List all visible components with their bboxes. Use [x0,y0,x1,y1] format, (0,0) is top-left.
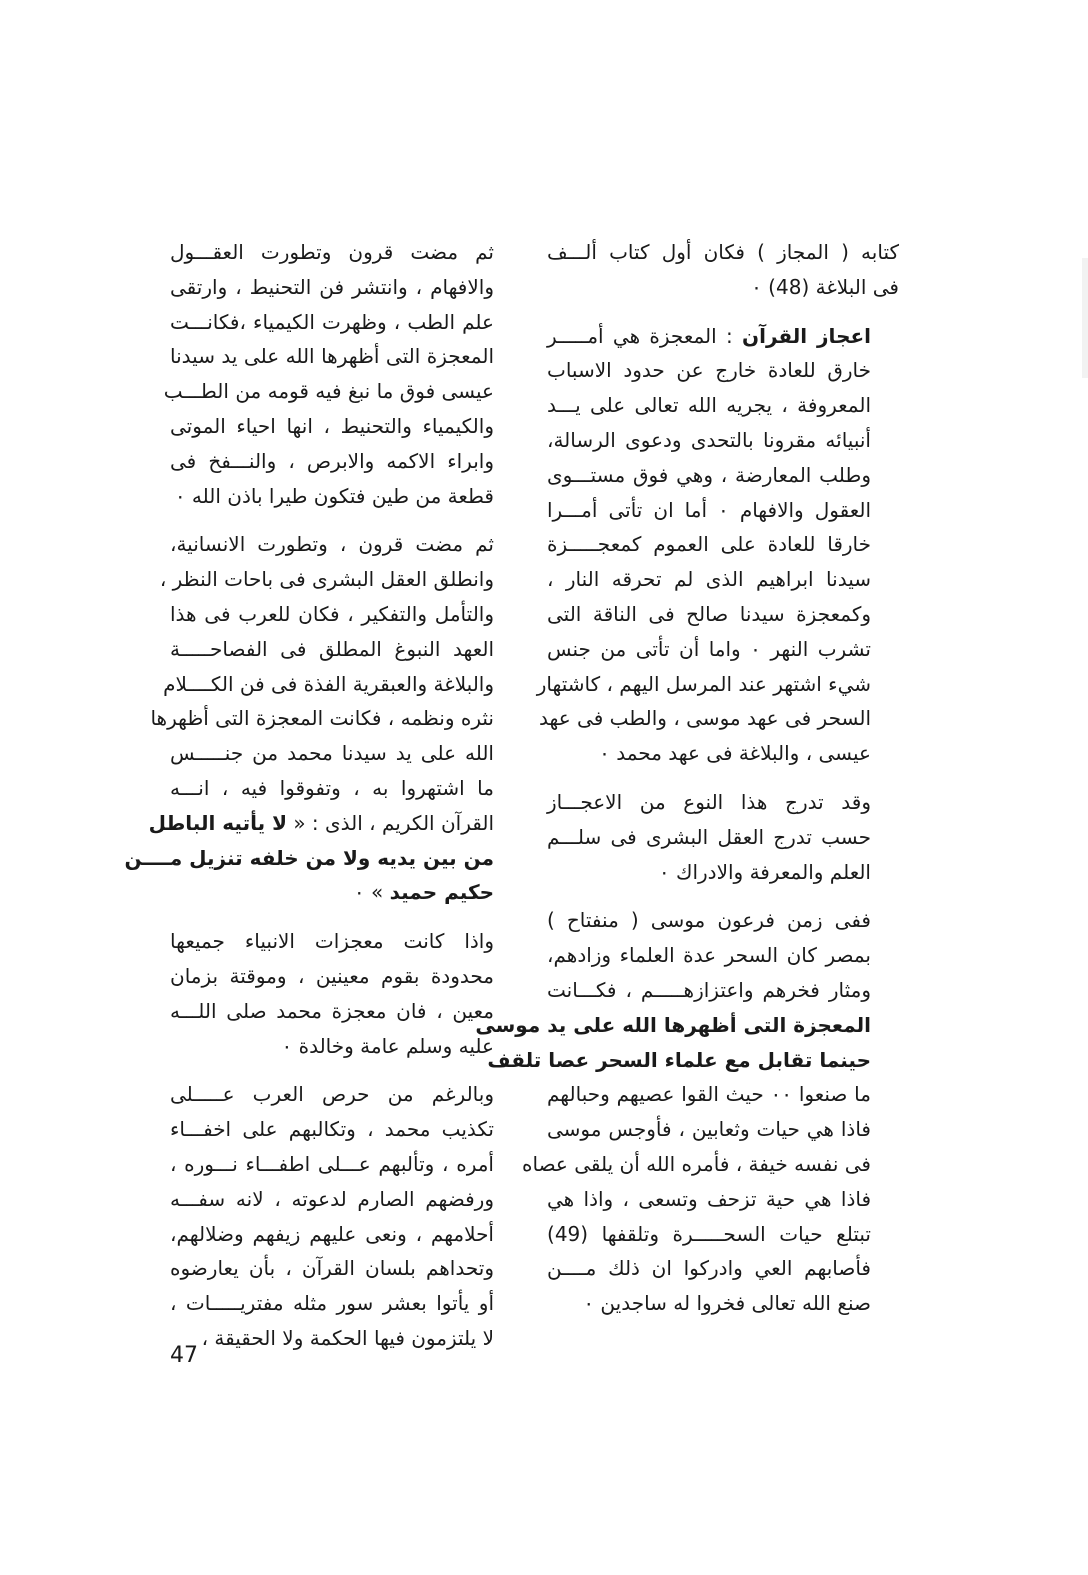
text-line: حينما تقابل مع علماء السحر عصا تلقف [487,1047,871,1072]
text-line: أحلامهم ، ونعى عليهم زيفهم وضلالهم، [170,1221,494,1246]
text-line: وقد تدرج هذا النوع من الاعجـــاز [547,789,871,814]
text-line: العقول والافهام ٠ أما ان تأتى أمـــرا [547,497,872,522]
text-line: معين ، فان معجزة محمد صلى اللـــه [170,998,494,1023]
bold-text-segment: حكيم حميد [389,880,494,905]
paragraph [547,785,899,889]
paragraph [170,924,522,1063]
text-line: العهد النبوغ المطلق فى الفصاحـــــة [170,636,494,661]
text-line: خارقا للعادة على العموم كمعجـــــزة [547,532,871,557]
paragraph [536,319,899,771]
text-line: واذا كانت معجزات الانبياء جميعها [170,929,494,954]
paragraph [475,903,899,1321]
text-line: فى البلاغة (48) ٠ [751,274,899,299]
text-line [170,875,522,910]
text-line: أنبيائه مقرونا بالتحدى ودعوى الرسالة، [547,427,871,452]
text-line: والبلاغة والعبقرية الفذة فى فن الكــــلام [163,671,494,696]
text-line: سيدنا ابراهيم الذى لم تحرقه النار ، [547,567,871,592]
text-line: تشرب النهر ٠ واما أن تأتى من جنس [547,636,871,661]
text-line: تبتلع حيات السحـــــرة وتلقفها (49) [547,1221,871,1246]
text-line: ما صنعوا ٠٠ حيث القوا عصيهم وحبالهم [547,1082,871,1107]
text-line: فاذا هي حيات وثعابين ، فأوجس موسى [547,1117,871,1142]
text-line: بمصر كان السحر عدة العلماء وزادهم، [547,943,871,968]
text-segment: : المعجزة هي أمـــــر [547,323,743,348]
paragraph [547,235,899,305]
text-line: نثره ونظمه ، فكانت المعجزة التى أظهرها [150,706,494,731]
bold-text-segment: اعجاز القرآن [742,323,871,348]
text-line: ثم مضت قرون وتطورت العقـــول [170,240,494,264]
text-line: حسب تدرج العقل البشرى فى سلـــم [547,824,871,849]
text-line [148,806,522,841]
bold-text-segment: لا يأتيه الباطل [148,810,287,835]
text-line: والافهام ، وانتشر فن التحنيط ، وارتقى [170,274,494,299]
text-line: ثم مضت قرون ، وتطورت الانسانية، [170,532,494,557]
text-line: ورفضهم الصارم لدعوته ، لانه سفـــه [170,1186,494,1211]
text-line: فاذا هي حية تزحف وتسعى ، واذا هي [547,1186,871,1211]
text-line: صنع الله تعالى فخروا له ساجدين ٠ [583,1291,871,1316]
text-line: لا يلتزمون فيها الحكمة ولا الحقيقة ، [201,1325,494,1350]
text-segment: » ٠ [353,880,390,905]
text-line: محدودة بقوم معينين ، وموقتة بزمان [170,963,494,988]
text-line: ومثار فخرهم واعتزازهـــــم ، فكـــانت [547,977,871,1002]
text-segment: القرآن الكريم ، الذى : « [286,810,494,835]
paragraph [170,1077,522,1355]
text-line: علم الطب ، وظهرت الكيمياء ،فكانـــت [170,309,494,334]
text-line: المعجزة التى أظهرها الله على يد موسى [475,1012,871,1037]
text-line: وابراء الاكمه والابرص ، والنـــفخ فى [170,448,494,473]
text-line: خارق للعادة خارج عن حدود الاسباب [547,358,871,383]
text-line: فأصابهم العي وادركوا ان ذلك مــــن [547,1256,871,1281]
text-line: عيسى ، والبلاغة فى عهد محمد ٠ [599,741,871,766]
text-line: والكيمياء والتحنيط ، انها احياء الموتى [170,413,494,438]
text-line: والتأمل والتفكير ، فكان للعرب فى هذا [170,601,494,626]
text-line: فى نفسه خيفة ، فأمره الله أن يلقى عصاه [522,1151,871,1176]
paragraph [124,527,522,910]
text-line: المعروفة ، يجريه الله تعالى على يـــد [547,393,871,418]
paragraph [163,235,522,513]
left-text-column [124,235,522,1370]
text-line: شيء اشتهر عند المرسل اليهم ، كاشتهار [536,671,871,696]
text-line: أو يأتوا بعشر سور مثله مفتريـــــات ، [170,1291,494,1316]
text-line: وانطلق العقل البشرى فى باحات النظر ، [159,567,494,592]
text-line: وطلب المعارضة ، وهي فوق مستـــوى [547,462,871,487]
text-line: السحر فى عهد موسى ، والطب فى عهد [539,706,871,731]
text-line: وبالرغم من حرص العرب عـــــلى [170,1082,494,1107]
text-line: ما اشتهروا به ، وتفوقوا فيه ، انـــه [170,775,494,800]
text-line: أمره ، وتألبهم عـــلى اطفـــاء نـــوره ، [170,1151,494,1176]
text-line: الله على يد سيدنا محمد من جنـــــس [170,741,494,766]
text-line: من بين يديه ولا من خلفه تنزيل مــــن [124,845,494,870]
page-number: 47 [170,1343,198,1368]
scan-edge-shadow [1082,258,1088,378]
text-line [547,319,899,354]
text-line: عليه وسلم عامة وخالدة ٠ [281,1033,494,1058]
right-text-column [475,235,899,1335]
text-line: العلم والمعرفة والادراك ٠ [658,859,871,884]
text-line: المعجزة التى أظهرها الله على يد سيدنا [170,344,494,369]
text-line: ففى زمن فرعون موسى ( منفتاح ) [547,908,871,933]
text-line: وكمعجزة سيدنا صالح فى الناقة التى [547,601,871,626]
text-line: تكذيب محمد ، وتكالبهم على اخفـــاء [170,1117,494,1142]
text-line: عيسى فوق ما نبغ فيه قومه من الطـــب [163,379,494,404]
text-line: قطعة من طين فتكون طيرا باذن الله ٠ [174,483,494,508]
text-line: كتابه ( المجاز ) فكان أول كتاب ألـــف [547,240,899,264]
text-line: وتحداهم بلسان القرآن ، بأن يعارضوه [170,1256,494,1281]
